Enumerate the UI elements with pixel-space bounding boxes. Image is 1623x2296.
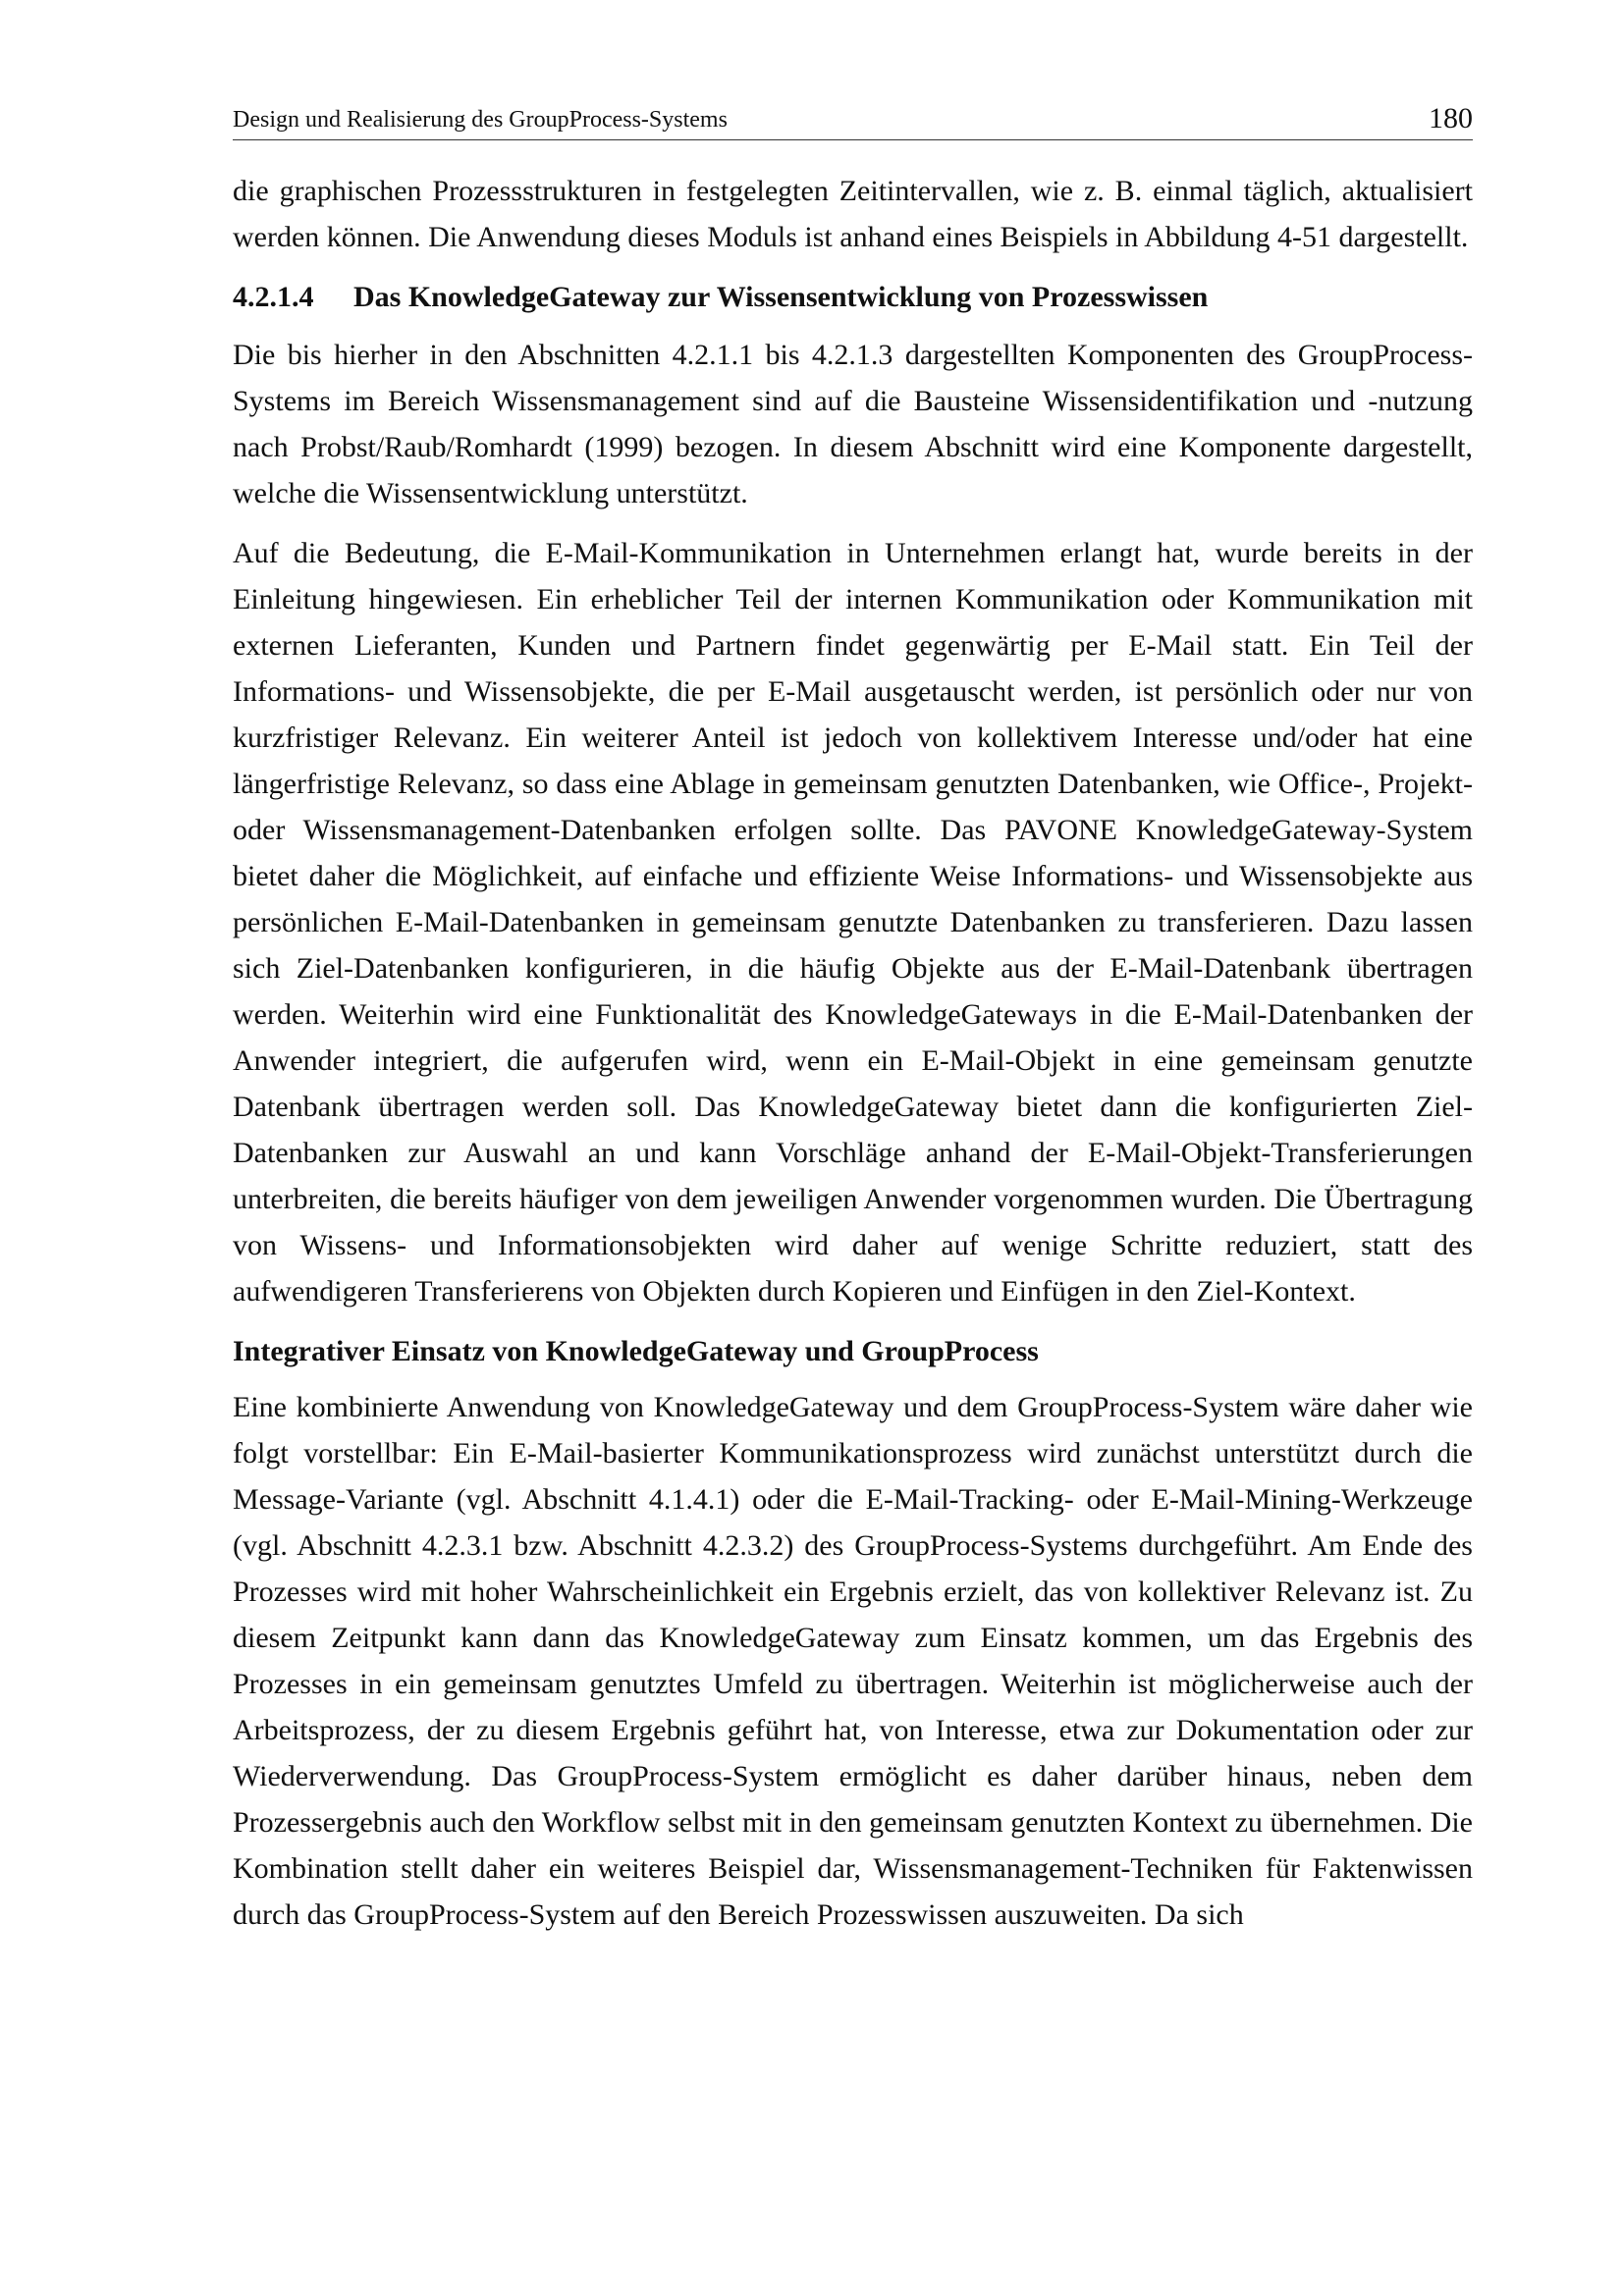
section-heading bbox=[233, 274, 1473, 320]
paragraph-intro-continuation: die graphischen Prozessstrukturen in festgelegten Zeitintervallen, wie z. B. einmal täglich, aktualisiert werden können. Die Anwendung dieses Moduls ist anhand eines Beispiels in Abbildung 4-51 dargestellt. bbox=[233, 175, 1473, 253]
paragraph-combined-application: Eine kombinierte Anwendung von KnowledgeGateway und dem GroupProcess-System wäre daher wie folgt vorstellbar: Ein E-Mail-basierter Kommunikationsprozess wird zunächst unterstützt durch die Message-Variante (vgl. Abschnitt 4.1.4.1) oder die E-Mail-Tracking- oder E-Mail-Mining-Werkzeuge (vgl. Abschnitt 4.2.3.1 bzw. Abschnitt 4.2.3.2) des GroupProcess-Systems durchgeführt. Am Ende des Prozesses wird mit hoher Wahrscheinlichkeit ein Ergebnis erzielt, das von kollektiver Relevanz ist. Zu diesem Zeitpunkt kann dann das KnowledgeGateway zum Einsatz kommen, um das Ergebnis des Prozesses in ein gemeinsam genutztes Umfeld zu übertragen. Weiterhin ist möglicherweise auch der Arbeitsprozess, der zu diesem Ergebnis geführt hat, von Interesse, etwa zur Dokumentation oder zur Wiederverwendung. Das GroupProcess-System ermöglicht es daher darüber hinaus, neben dem Prozessergebnis auch den Workflow selbst mit in den gemeinsam genutzten Kontext zu übernehmen. Die Kombination stellt daher ein weiteres Beispiel dar, Wissensmanagement-Techniken für Faktenwissen durch das GroupProcess-System auf den Bereich Prozesswissen auszuweiten. Da sich bbox=[233, 1391, 1473, 1931]
running-title: Design und Realisierung des GroupProcess-Systems bbox=[233, 107, 728, 133]
subheading-integrative-use: Integrativer Einsatz von KnowledgeGateway und GroupProcess bbox=[233, 1335, 1039, 1367]
page-number: 180 bbox=[1429, 102, 1473, 134]
running-header bbox=[233, 94, 1473, 140]
body-content bbox=[233, 168, 1473, 1938]
document-page bbox=[233, 94, 1473, 1951]
paragraph-email-communication: Auf die Bedeutung, die E-Mail-Kommunikation in Unternehmen erlangt hat, wurde bereits in der Einleitung hingewiesen. Ein erheblicher Teil der internen Kommunikation oder Kommunikation mit externen Lieferanten, Kunden und Partnern findet gegenwärtig per E-Mail statt. Ein Teil der Informations- und Wissensobjekte, die per E-Mail ausgetauscht werden, ist persönlich oder nur von kurzfristiger Relevanz. Ein weiterer Anteil ist jedoch von kollektivem Interesse und/oder hat eine längerfristige Relevanz, so dass eine Ablage in gemeinsam genutzten Datenbanken, wie Office-, Projekt- oder Wissensmanagement-Datenbanken erfolgen sollte. Das PAVONE KnowledgeGateway-System bietet daher die Möglichkeit, auf einfache und effiziente Weise Informations- und Wissensobjekte aus persönlichen E-Mail-Datenbanken in gemeinsam genutzte Datenbanken zu transferieren. Dazu lassen sich Ziel-Datenbanken konfigurieren, in die häufig Objekte aus der E-Mail-Datenbank übertragen werden. Weiterhin wird eine Funktionalität des KnowledgeGateways in die E-Mail-Datenbanken der Anwender integriert, die aufgerufen wird, wenn ein E-Mail-Objekt in eine gemeinsam genutzte Datenbank übertragen werden soll. Das KnowledgeGateway bietet dann die konfigurierten Ziel-Datenbanken zur Auswahl an und kann Vorschläge anhand der E-Mail-Objekt-Transferierungen unterbreiten, die bereits häufiger von dem jeweiligen Anwender vorgenommen wurden. Die Übertragung von Wissens- und Informationsobjekten wird daher auf wenige Schritte reduziert, statt des aufwendigeren Transferierens von Objekten durch Kopieren und Einfügen in den Ziel-Kontext. bbox=[233, 537, 1473, 1308]
section-title: Das KnowledgeGateway zur Wissensentwicklung von Prozesswissen bbox=[353, 281, 1209, 313]
paragraph-components: Die bis hierher in den Abschnitten 4.2.1.1 bis 4.2.1.3 dargestellten Komponenten des GroupProcess-Systems im Bereich Wissensmanagement sind auf die Bausteine Wissensidentifikation und -nutzung nach Probst/Raub/Romhardt (1999) bezogen. In diesem Abschnitt wird eine Komponente dargestellt, welche die Wissensentwicklung unterstützt. bbox=[233, 339, 1473, 509]
section-number: 4.2.1.4 bbox=[233, 281, 314, 313]
